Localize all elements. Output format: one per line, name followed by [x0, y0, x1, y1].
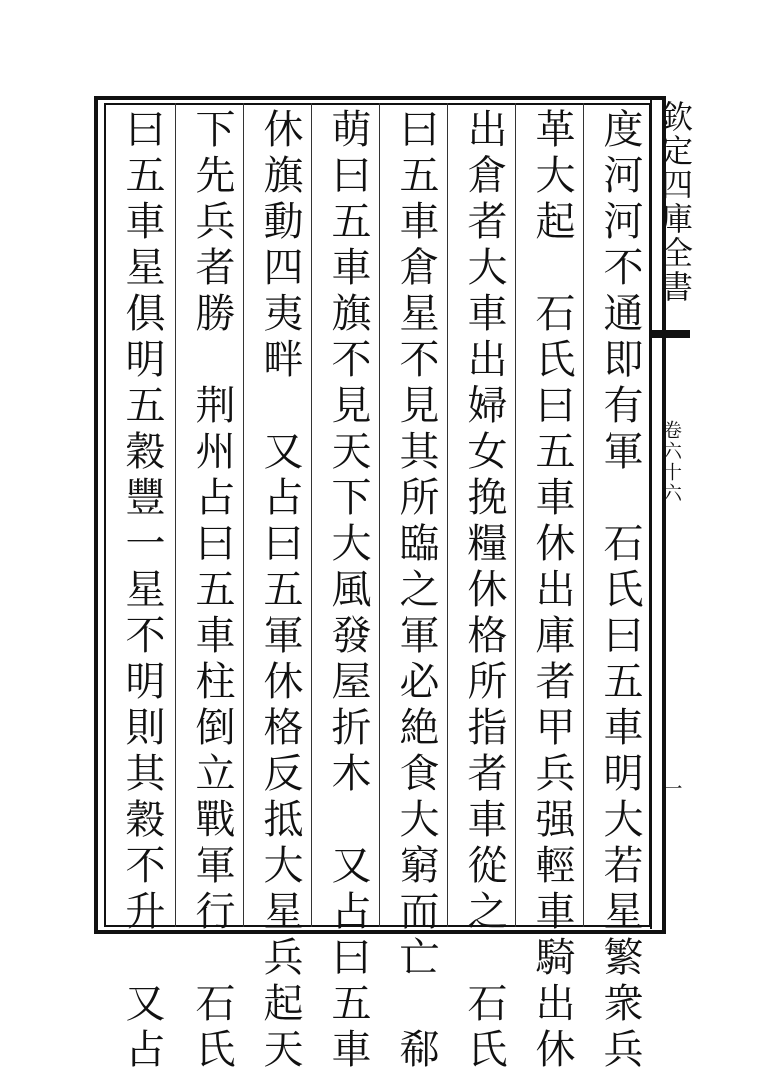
column-divider [175, 103, 176, 927]
text-column-3: 出倉者大車出婦女挽糧休格所指者車從之 石氏 [461, 108, 507, 1074]
margin-volume-label: 卷六十六 [660, 420, 682, 504]
text-column-7: 下先兵者勝 荆州占曰五車柱倒立戰軍行 石氏 [189, 108, 235, 1074]
margin-book-title: 欽定四庫全書 [656, 100, 694, 304]
text-column-6: 休旗動四夷畔 又占曰五軍休格反抵大星兵起天 [257, 108, 303, 1074]
text-column-5: 萌曰五車旗不見天下大風發屋折木 又占曰五車 [325, 108, 371, 1074]
text-column-4: 曰五車倉星不見其所臨之軍必絶食大窮而亡 郗 [393, 108, 439, 1074]
text-column-8: 曰五車星俱明五穀豐一星不明則其穀不升 又占 [119, 108, 165, 1074]
text-column-2: 革大起 石氏曰五車休出庫者甲兵强輕車騎出休 [529, 108, 575, 1074]
text-column-1: 度河河不通即有軍 石氏曰五車明大若星繁衆兵 [597, 108, 643, 1074]
margin-page-number: 一 [659, 778, 683, 798]
fish-tail-mark [650, 330, 690, 338]
